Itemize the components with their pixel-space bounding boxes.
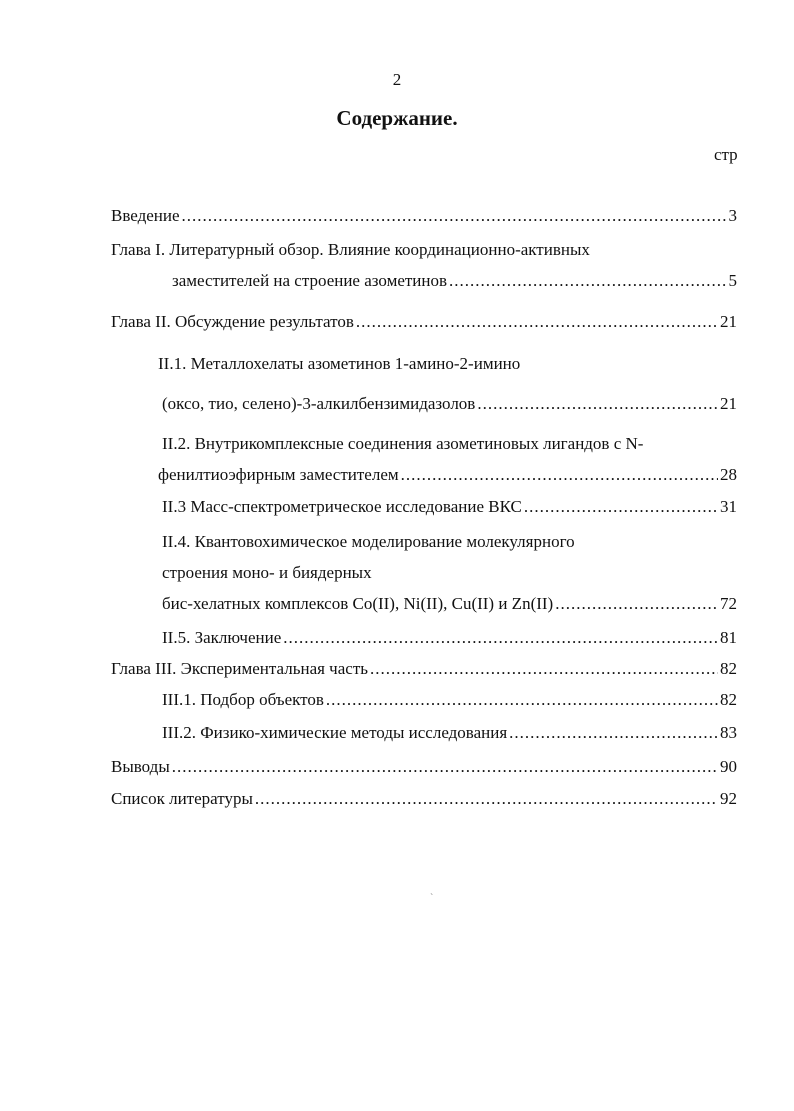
toc-entry-page: 72 <box>720 594 737 613</box>
toc-entry-label: III.1. Подбор объектов <box>162 690 324 709</box>
toc-entry-page: 81 <box>720 628 737 647</box>
toc-entry-label: Список литературы <box>111 789 253 808</box>
toc-entry-page: 31 <box>720 497 737 516</box>
toc-entry-s3-1[interactable] <box>162 690 737 712</box>
toc-entry-page: 5 <box>728 271 737 290</box>
toc-entry-page: 3 <box>728 206 737 225</box>
toc-entry-page: 21 <box>720 312 737 331</box>
toc-entry-label: Выводы <box>111 757 170 776</box>
toc-leader-dots <box>182 206 727 226</box>
toc-entry-page: 90 <box>720 757 737 776</box>
toc-entry-label: Глава III. Экспериментальная часть <box>111 659 369 678</box>
toc-entry-label: III.2. Физико-химические методы исследования <box>162 723 508 742</box>
toc-entry-s2-2-line1[interactable]: II.2. Внутрикомплексные соединения азометиновых лигандов с N- <box>162 434 644 453</box>
toc-entry-page: 83 <box>720 723 737 742</box>
toc-leader-dots <box>370 659 718 679</box>
toc-entry-label: Глава II. Обсуждение результатов <box>111 312 354 331</box>
toc-entry-s2-1-line1[interactable]: II.1. Металлохелаты азометинов 1-амино-2-имино <box>158 354 521 373</box>
toc-entry-s2-4-line1[interactable]: II.4. Квантовохимическое моделирование молекулярного <box>162 532 575 551</box>
toc-leader-dots <box>477 394 718 414</box>
toc-entry-label: (оксо, тио, селено)-3-алкилбензимидазолов <box>162 394 476 413</box>
toc-entry-s2-4-line2[interactable]: строения моно- и биядерных <box>162 563 372 582</box>
toc-entry-conclusions[interactable] <box>111 757 737 779</box>
toc-entry-label: II.3 Масс-спектрометрическое исследование ВКС <box>162 497 522 516</box>
toc-leader-dots <box>555 594 718 614</box>
page-column-label: стр <box>714 145 738 164</box>
toc-leader-dots <box>255 789 718 809</box>
toc-entry-label: фенилтиоэфирным заместителем <box>158 465 399 484</box>
toc-leader-dots <box>326 690 718 710</box>
toc-leader-dots <box>401 465 718 485</box>
toc-entry-page: 82 <box>720 659 737 678</box>
toc-leader-dots <box>524 497 718 517</box>
toc-entry-label: II.5. Заключение <box>162 628 282 647</box>
toc-entry-chapter3[interactable] <box>111 659 737 681</box>
scan-speck: ` <box>430 893 434 904</box>
toc-entry-page: 28 <box>720 465 737 484</box>
toc-entry-intro[interactable] <box>111 206 737 228</box>
page-number: 2 <box>392 70 402 89</box>
page-title: Содержание. <box>336 106 458 130</box>
toc-entry-chapter1[interactable] <box>172 271 737 293</box>
toc-entry-s2-2[interactable] <box>158 465 737 487</box>
toc-entry-page: 82 <box>720 690 737 709</box>
toc-entry-page: 92 <box>720 789 737 808</box>
toc-entry-s3-2[interactable] <box>162 723 737 745</box>
toc-entry-s2-4[interactable] <box>162 594 737 616</box>
toc-leader-dots <box>356 312 718 332</box>
toc-entry-s2-3[interactable] <box>162 497 737 519</box>
toc-leader-dots <box>172 757 718 777</box>
toc-entry-label: Введение <box>111 206 180 225</box>
toc-entry-chapter2[interactable] <box>111 312 737 334</box>
toc-leader-dots <box>509 723 718 743</box>
toc-entry-references[interactable] <box>111 789 737 811</box>
toc-leader-dots <box>449 271 726 291</box>
toc-entry-s2-5[interactable] <box>162 628 737 650</box>
toc-entry-chapter1-line1[interactable]: Глава I. Литературный обзор. Влияние координационно-активных <box>111 240 590 259</box>
toc-entry-label: заместителей на строение азометинов <box>172 271 448 290</box>
toc-entry-page: 21 <box>720 394 737 413</box>
toc-entry-label: бис-хелатных комплексов Co(II), Ni(II), Cu(II) и Zn(II) <box>162 594 554 613</box>
toc-leader-dots <box>283 628 718 648</box>
toc-entry-s2-1[interactable] <box>162 394 737 416</box>
